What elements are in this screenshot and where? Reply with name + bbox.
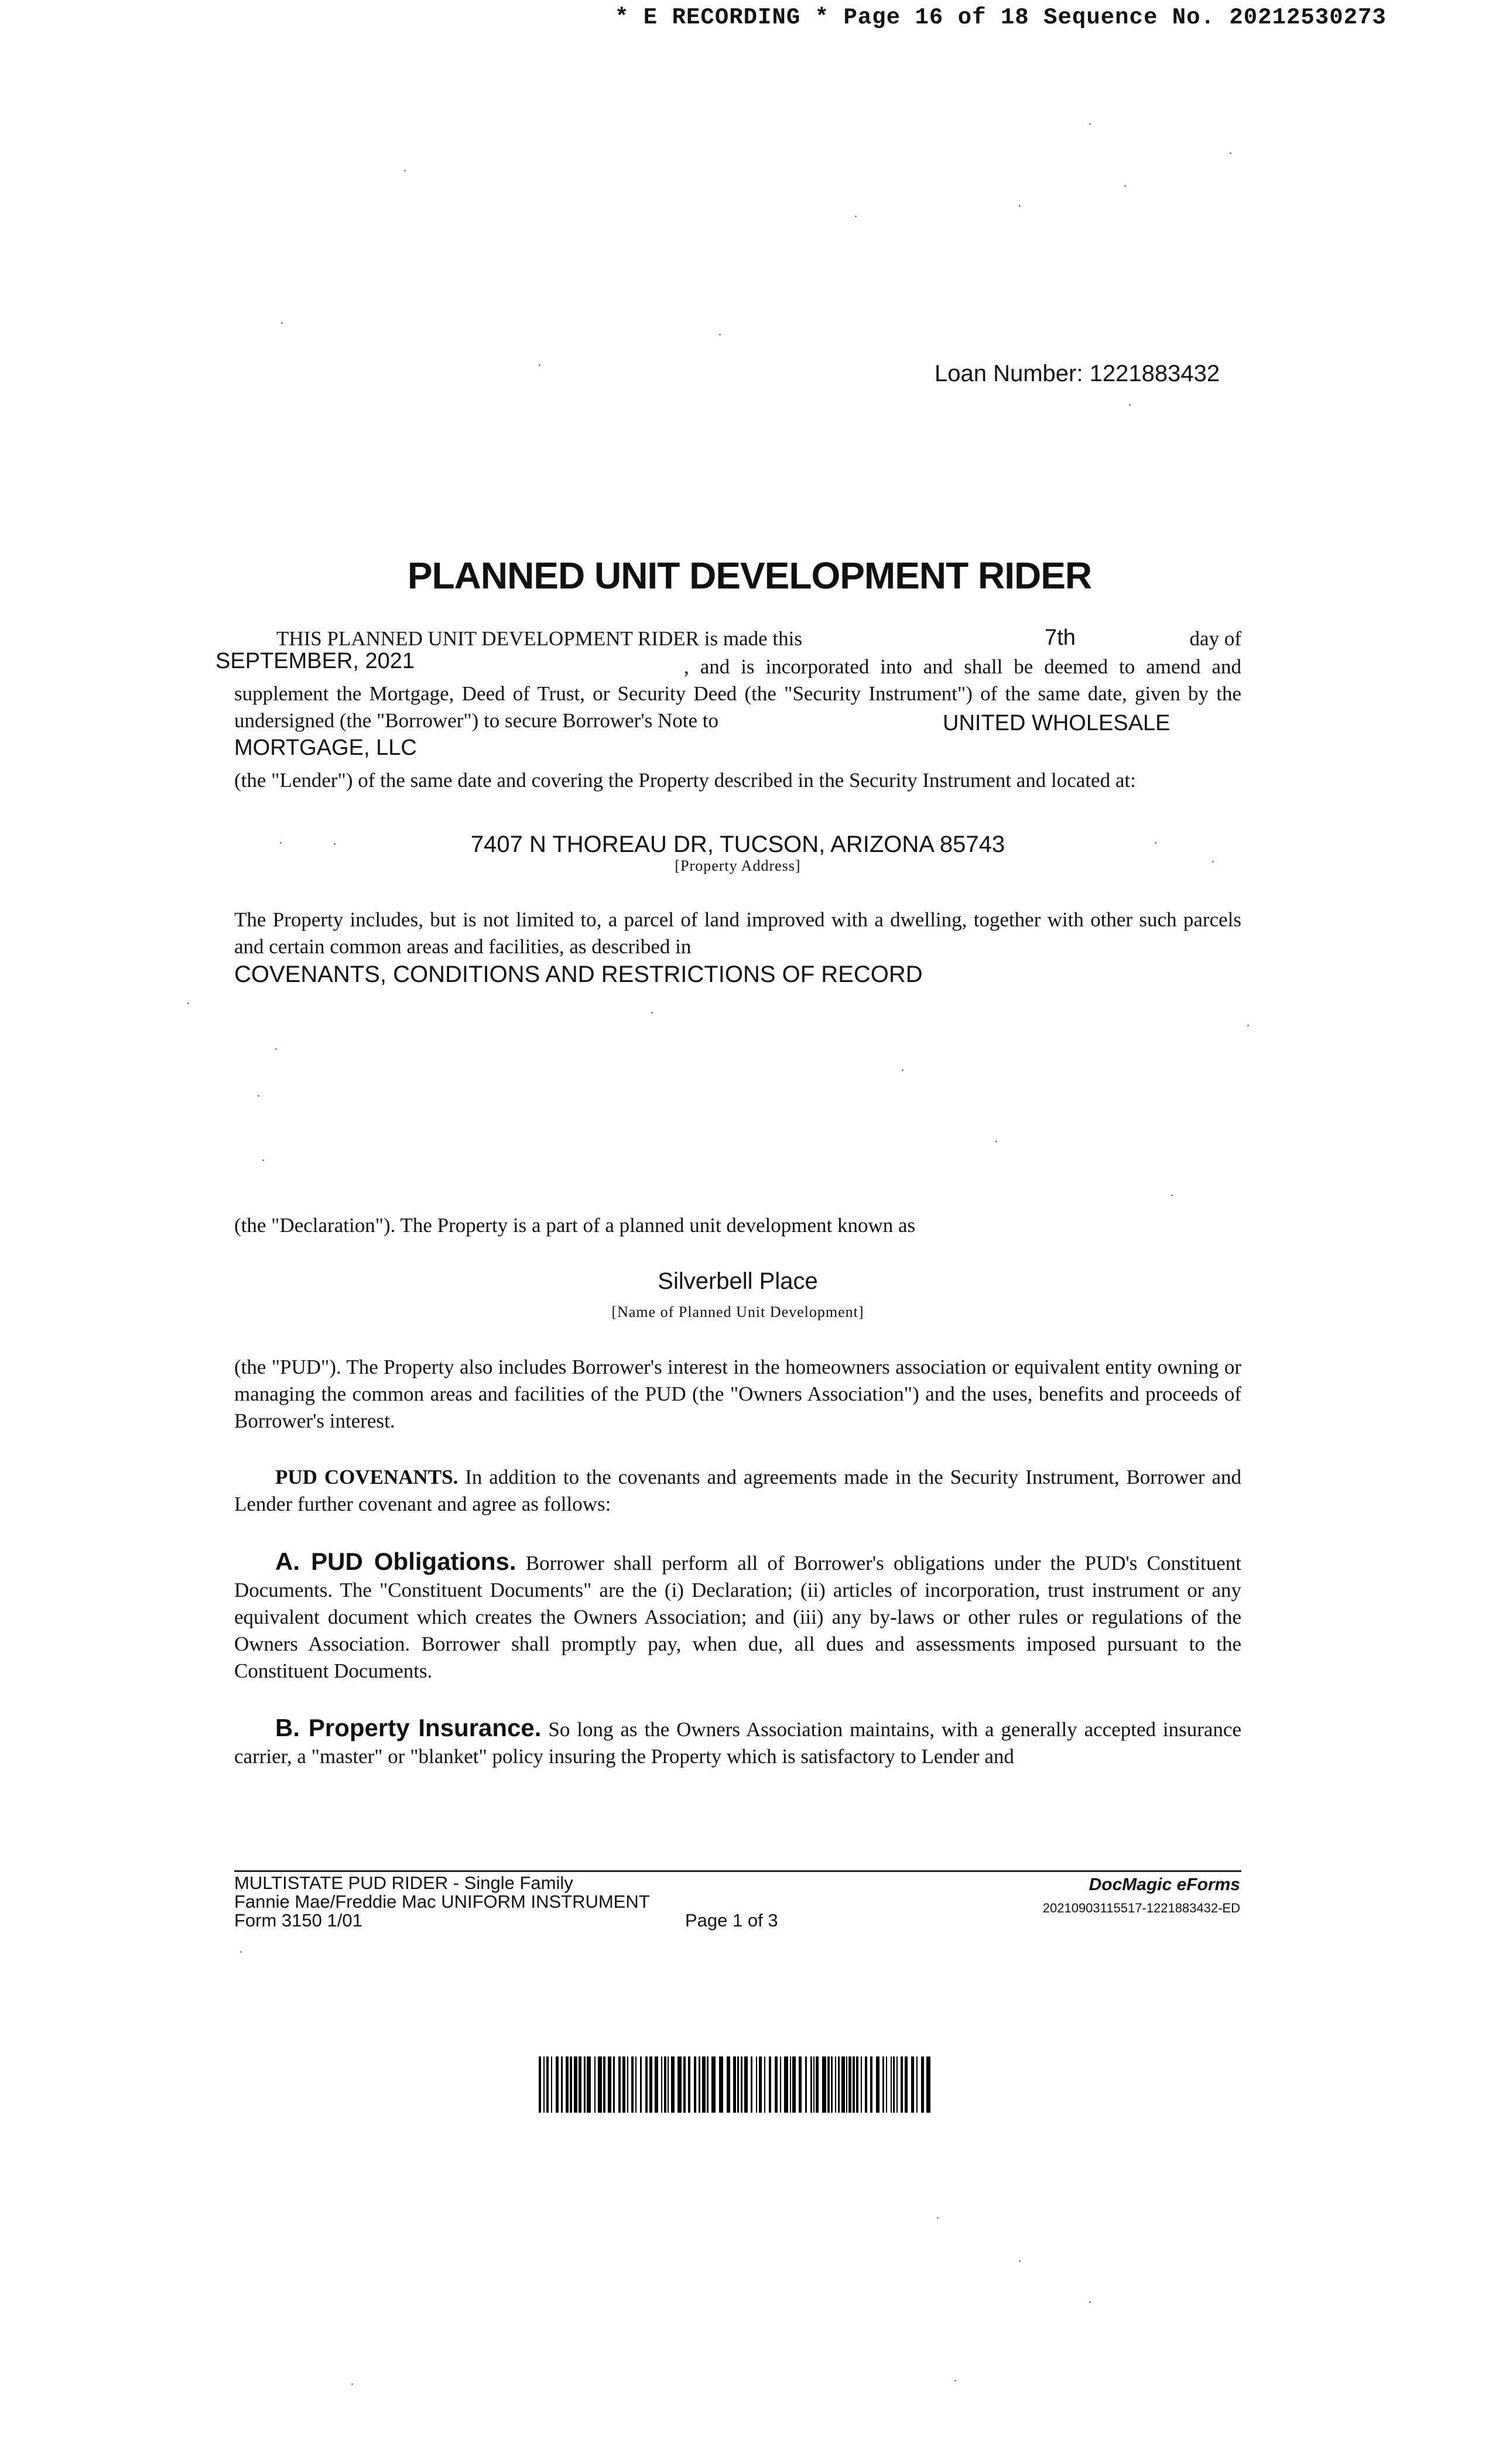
barcode-bar	[896, 2056, 898, 2113]
barcode-bar	[893, 2056, 895, 2113]
barcode-bar	[546, 2056, 549, 2113]
property-address-caption: [Property Address]	[675, 857, 801, 874]
loan-number-value: 1221883432	[1089, 361, 1220, 386]
footer-rule	[234, 1870, 1241, 1872]
barcode-bar	[594, 2056, 596, 2113]
barcode-bar	[841, 2056, 845, 2113]
barcode-bar	[683, 2056, 686, 2113]
scan-speck	[334, 843, 336, 845]
scan-speck	[995, 1141, 997, 1142]
barcode-bar	[707, 2056, 709, 2113]
footer-page-number: Page 1 of 3	[685, 1910, 778, 1931]
barcode-bar	[566, 2056, 569, 2113]
barcode-bar	[835, 2056, 836, 2113]
barcode-bar	[635, 2056, 636, 2113]
barcode-bar	[655, 2056, 658, 2113]
barcode-bar	[587, 2056, 591, 2113]
barcode-bar	[775, 2056, 778, 2113]
scan-speck	[1129, 404, 1131, 406]
barcode-bar	[608, 2056, 611, 2113]
barcode-bar	[810, 2056, 812, 2113]
barcode-bar	[631, 2056, 634, 2113]
barcode-bar	[870, 2056, 872, 2113]
barcode-bar	[579, 2056, 581, 2113]
scan-speck	[1247, 1025, 1249, 1026]
intro-month-year: SEPTEMBER, 2021	[215, 649, 415, 673]
barcode-bar	[719, 2056, 723, 2113]
barcode-bar	[911, 2056, 914, 2113]
barcode-bar	[865, 2056, 867, 2113]
barcode-bar	[805, 2056, 807, 2113]
barcode-bar	[916, 2056, 918, 2113]
barcode-bar	[799, 2056, 802, 2113]
scan-speck	[1089, 2301, 1091, 2303]
barcode-bar	[627, 2056, 628, 2113]
scan-speck	[1019, 2260, 1021, 2262]
includes-text: The Property includes, but is not limited to, a parcel of land improved with a dwelling, together with other such parcels and certain common areas and facilities, as described in	[234, 908, 1241, 958]
barcode-bar	[876, 2056, 879, 2113]
pud-name: Silverbell Place	[658, 1268, 818, 1294]
scan-speck	[275, 1048, 277, 1050]
footer-line-1: MULTISTATE PUD RIDER - Single Family	[234, 1873, 573, 1893]
barcode-bar	[671, 2056, 675, 2113]
scan-speck	[1124, 185, 1126, 187]
barcode-bar	[702, 2056, 706, 2113]
barcode-bar	[822, 2056, 826, 2113]
barcode-bar	[661, 2056, 662, 2113]
barcode-bar	[711, 2056, 716, 2113]
barcode-bar	[751, 2056, 752, 2113]
scan-speck	[1171, 1195, 1173, 1196]
scan-speck	[187, 1002, 189, 1004]
scan-speck	[1212, 861, 1214, 863]
barcode-bar	[543, 2056, 545, 2113]
loan-number-line	[935, 361, 1220, 387]
intro-text-a: THIS PLANNED UNIT DEVELOPMENT RIDER is made this	[276, 627, 802, 650]
barcode-bar	[618, 2056, 621, 2113]
barcode-bar	[645, 2056, 648, 2113]
intro-text-c: (the "Lender") of the same date and covering the Property described in the Security Instrument and located at:	[234, 769, 1136, 792]
section-b-heading: B. Property Insurance.	[275, 1714, 542, 1741]
barcode-bar	[848, 2056, 851, 2113]
scan-speck	[280, 842, 282, 844]
barcode-bar	[901, 2056, 903, 2113]
pud-name-caption: [Name of Planned Unit Development]	[611, 1303, 864, 1320]
footer-line-2: Fannie Mae/Freddie Mac UNIFORM INSTRUMENT	[234, 1891, 650, 1912]
section-b-text: So long as the Owners Association maintains, with a generally accepted insurance carrier, a "master" or "blanket" policy insuring the Property which is satisfactory to Lender and	[234, 1718, 1242, 1768]
barcode-bar	[780, 2056, 781, 2113]
section-b-paragraph	[234, 1714, 1241, 1770]
barcode-bar	[551, 2056, 552, 2113]
barcode-bar	[790, 2056, 791, 2113]
scan-speck	[262, 1159, 264, 1161]
barcode-bar	[622, 2056, 625, 2113]
barcode-bar	[926, 2056, 930, 2113]
intro-day: 7th	[1045, 625, 1076, 650]
scan-speck	[1019, 205, 1021, 207]
barcode-bar	[759, 2056, 762, 2113]
loan-number-label: Loan Number:	[935, 361, 1083, 386]
scan-speck	[954, 2380, 956, 2381]
barcode-bar	[853, 2056, 855, 2113]
scan-speck	[351, 2383, 353, 2385]
barcode-bar	[664, 2056, 666, 2113]
barcode-bar	[677, 2056, 682, 2113]
barcode-bar	[838, 2056, 840, 2113]
scan-speck	[281, 322, 283, 324]
barcode-bar	[846, 2056, 847, 2113]
barcode-bar	[556, 2056, 559, 2113]
barcode-bar	[816, 2056, 819, 2113]
barcode-bar	[756, 2056, 757, 2113]
barcode-bar	[784, 2056, 788, 2113]
document-title: PLANNED UNIT DEVELOPMENT RIDER	[407, 555, 1092, 597]
barcode-bar	[792, 2056, 796, 2113]
barcode-bar	[694, 2056, 696, 2113]
barcode-bar	[688, 2056, 690, 2113]
barcode-bar	[668, 2056, 669, 2113]
covenants-text: In addition to the covenants and agreements made in the Security Instrument, Borrower and Lender further covenant and agree as follows:	[234, 1466, 1242, 1515]
property-address: 7407 N THOREAU DR, TUCSON, ARIZONA 85743	[470, 831, 1005, 857]
barcode-bar	[699, 2056, 700, 2113]
scan-speck	[855, 215, 857, 217]
covenants-paragraph	[234, 1464, 1241, 1518]
scan-speck	[1155, 842, 1156, 844]
barcode-bar	[891, 2056, 892, 2113]
scan-speck	[1089, 123, 1091, 125]
scan-speck	[539, 364, 540, 366]
barcode-bar	[727, 2056, 730, 2113]
section-a-heading: A. PUD Obligations.	[275, 1548, 516, 1575]
scan-speck	[258, 1095, 259, 1097]
barcode-bar	[856, 2056, 858, 2113]
intro-text-b: , and is incorporated into and shall be deemed to amend and supplement the Mortgage, Deed of Trust, or Security Deed (the "Security Instrument") of the same date, given by the undersigned (the "Borrower") to secure Borrower's Note to	[234, 655, 1241, 732]
scan-speck	[937, 2217, 939, 2219]
docmagic-logo: DocMagic eForms	[1089, 1875, 1240, 1894]
pud-text: (the "PUD"). The Property also includes Borrower's interest in the homeowners association or equivalent entity owning or managing the common areas and facilities of the PUD (the "Owners Association") and the uses, benefits and proceeds of Borrower's interest.	[234, 1356, 1241, 1432]
footer-line-3: Form 3150 1/01	[234, 1910, 362, 1931]
barcode-bar	[539, 2056, 541, 2113]
barcode-bar	[733, 2056, 736, 2113]
barcode-bar	[905, 2056, 908, 2113]
declaration-text: (the "Declaration"). The Property is a part of a planned unit development known as	[234, 1214, 916, 1237]
scan-speck	[404, 170, 406, 172]
barcode-bar	[744, 2056, 748, 2113]
barcode-bar	[584, 2056, 586, 2113]
barcode-bar	[561, 2056, 563, 2113]
scan-speck	[719, 334, 721, 336]
barcode-bar	[613, 2056, 615, 2113]
barcode-image	[536, 2056, 938, 2113]
barcode-bar	[574, 2056, 577, 2113]
recording-stamp: * E RECORDING * Page 16 of 18 Sequence No. 20212530273	[615, 5, 1387, 30]
section-a-text: Borrower shall perform all of Borrower's obligations under the PUD's Constituent Documents. The "Constituent Documents" are the (i) Declaration; (ii) articles of incorporation, trust instrument or any equivalent document which creates the Owners Association; and (iii) any by-laws or other rules or regulations of the Owners Association. Borrower shall promptly pay, when due, all dues and assessments imposed pursuant to the Constituent Documents.	[234, 1552, 1242, 1682]
scan-speck	[902, 1069, 903, 1071]
barcode-bar	[769, 2056, 771, 2113]
declaration-reference: COVENANTS, CONDITIONS AND RESTRICTIONS OF RECORD	[234, 961, 923, 987]
footer-doc-code: 20210903115517-1221883432-ED	[1042, 1901, 1240, 1915]
barcode-bar	[886, 2056, 887, 2113]
barcode-bar	[741, 2056, 742, 2113]
scan-speck	[1230, 152, 1231, 154]
scan-speck	[240, 1951, 242, 1953]
barcode-bar	[603, 2056, 605, 2113]
lender-name-part2: MORTGAGE, LLC	[234, 735, 417, 760]
barcode-bar	[737, 2056, 739, 2113]
barcode-bar	[570, 2056, 572, 2113]
covenants-heading: PUD COVENANTS.	[275, 1466, 458, 1488]
barcode-bar	[831, 2056, 833, 2113]
section-a-paragraph	[234, 1548, 1241, 1685]
barcode-bar	[764, 2056, 765, 2113]
barcode-bar	[813, 2056, 814, 2113]
barcode-bar	[827, 2056, 830, 2113]
barcode-bar	[861, 2056, 862, 2113]
scan-speck	[651, 1012, 653, 1014]
barcode-bar	[882, 2056, 884, 2113]
barcode-bar	[921, 2056, 924, 2113]
barcode-bar	[598, 2056, 602, 2113]
lender-name-part1: UNITED WHOLESALE	[943, 711, 1171, 735]
intro-day-of: day of	[1189, 627, 1241, 650]
barcode-bar	[640, 2056, 642, 2113]
barcode-bar	[649, 2056, 652, 2113]
